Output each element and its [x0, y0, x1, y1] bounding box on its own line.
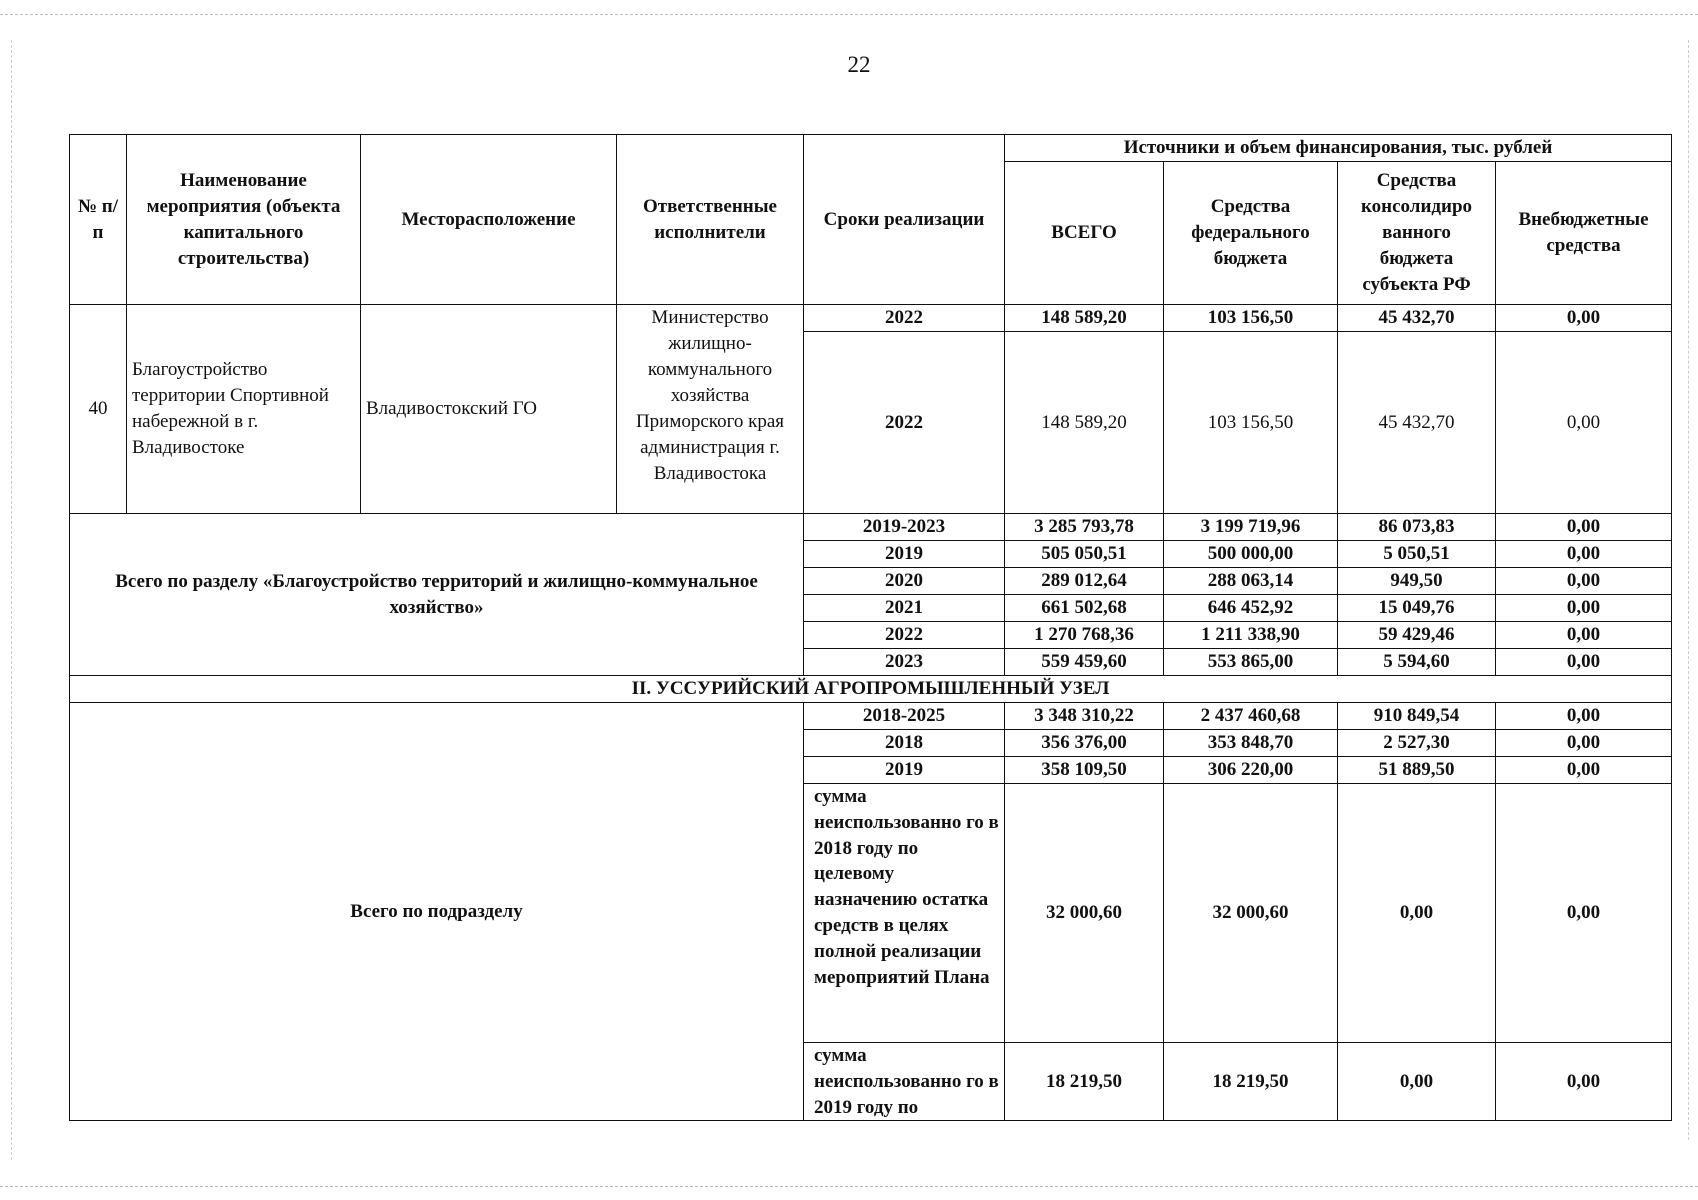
cell-extra: 0,00 [1496, 514, 1672, 541]
cell-federal: 3 199 719,96 [1164, 514, 1338, 541]
cell-regional: 910 849,54 [1338, 703, 1496, 730]
cell-federal: 288 063,14 [1164, 568, 1338, 595]
cell-extra: 0,00 [1496, 649, 1672, 676]
item-responsible: Министерство жилищно-коммунального хозяйства Приморского края администрация г. Владивостока [617, 305, 804, 514]
cell-federal: 306 220,00 [1164, 757, 1338, 784]
cell-total: 358 109,50 [1005, 757, 1164, 784]
header-num: № п/п [70, 135, 127, 305]
table-row [70, 514, 1672, 541]
cell-regional: 51 889,50 [1338, 757, 1496, 784]
cell-year: 2019 [804, 757, 1005, 784]
cell-year-note: сумма неиспользованно го в 2019 году по [804, 1043, 1005, 1121]
scan-edge-bottom [0, 1186, 1698, 1187]
header-location: Месторасположение [361, 135, 617, 305]
header-period: Сроки реализации [804, 135, 1005, 305]
page-number: 22 [847, 52, 871, 77]
cell-year: 2018 [804, 730, 1005, 757]
section-title: II. УССУРИЙСКИЙ АГРОПРОМЫШЛЕННЫЙ УЗЕЛ [70, 676, 1672, 703]
table-row [70, 305, 1672, 332]
cell-regional: 5 594,60 [1338, 649, 1496, 676]
scan-edge-left [11, 40, 12, 1160]
cell-extra: 0,00 [1496, 305, 1672, 332]
cell-extra: 0,00 [1496, 595, 1672, 622]
cell-year: 2022 [804, 622, 1005, 649]
cell-total: 505 050,51 [1005, 541, 1164, 568]
cell-federal: 103 156,50 [1164, 332, 1338, 514]
cell-federal: 103 156,50 [1164, 305, 1338, 332]
cell-total: 148 589,20 [1005, 332, 1164, 514]
header-responsible: Ответственные исполнители [617, 135, 804, 305]
cell-year: 2019-2023 [804, 514, 1005, 541]
section-total-label: Всего по разделу «Благоустройство территорий и жилищно-коммунальное хозяйство» [70, 514, 804, 676]
cell-year: 2022 [804, 305, 1005, 332]
scan-edge-top [0, 14, 1698, 15]
cell-extra: 0,00 [1496, 730, 1672, 757]
item-name: Благоустройство территории Спортивной набережной в г. Владивостоке [127, 305, 361, 514]
cell-federal: 1 211 338,90 [1164, 622, 1338, 649]
cell-regional: 0,00 [1338, 784, 1496, 1043]
cell-federal: 500 000,00 [1164, 541, 1338, 568]
cell-year-note: сумма неиспользованно го в 2018 году по целевому назначению остатка средств в целях полной реализации мероприятий Плана [804, 784, 1005, 1043]
cell-total: 3 285 793,78 [1005, 514, 1164, 541]
header-total: ВСЕГО [1005, 162, 1164, 305]
funding-table [69, 134, 1672, 1121]
cell-regional: 0,00 [1338, 1043, 1496, 1121]
header-federal: Средства федерального бюджета [1164, 162, 1338, 305]
cell-regional: 45 432,70 [1338, 305, 1496, 332]
header-extra: Внебюджетные средства [1496, 162, 1672, 305]
item-location: Владивостокский ГО [361, 305, 617, 514]
cell-regional: 949,50 [1338, 568, 1496, 595]
cell-regional: 2 527,30 [1338, 730, 1496, 757]
subsection-total-label: Всего по подразделу [70, 703, 804, 1121]
cell-total: 559 459,60 [1005, 649, 1164, 676]
cell-extra: 0,00 [1496, 541, 1672, 568]
cell-federal: 2 437 460,68 [1164, 703, 1338, 730]
cell-year: 2023 [804, 649, 1005, 676]
header-name: Наименование мероприятия (объекта капитального строительства) [127, 135, 361, 305]
cell-extra: 0,00 [1496, 1043, 1672, 1121]
cell-federal: 18 219,50 [1164, 1043, 1338, 1121]
cell-total: 3 348 310,22 [1005, 703, 1164, 730]
cell-extra: 0,00 [1496, 622, 1672, 649]
item-number: 40 [70, 305, 127, 514]
cell-regional: 5 050,51 [1338, 541, 1496, 568]
header-regional: Средства консолидиро ванного бюджета субъекта РФ [1338, 162, 1496, 305]
section-title-row [70, 676, 1672, 703]
table-row [70, 703, 1672, 730]
cell-year: 2022 [804, 332, 1005, 514]
cell-federal: 553 865,00 [1164, 649, 1338, 676]
cell-regional: 15 049,76 [1338, 595, 1496, 622]
cell-total: 148 589,20 [1005, 305, 1164, 332]
cell-total: 661 502,68 [1005, 595, 1164, 622]
cell-federal: 646 452,92 [1164, 595, 1338, 622]
header-row [70, 135, 1672, 162]
cell-year: 2018-2025 [804, 703, 1005, 730]
cell-extra: 0,00 [1496, 568, 1672, 595]
cell-extra: 0,00 [1496, 784, 1672, 1043]
cell-year: 2019 [804, 541, 1005, 568]
cell-total: 1 270 768,36 [1005, 622, 1164, 649]
cell-extra: 0,00 [1496, 703, 1672, 730]
cell-total: 289 012,64 [1005, 568, 1164, 595]
cell-year: 2020 [804, 568, 1005, 595]
header-funding: Источники и объем финансирования, тыс. рублей [1005, 135, 1672, 162]
cell-federal: 353 848,70 [1164, 730, 1338, 757]
cell-regional: 86 073,83 [1338, 514, 1496, 541]
cell-regional: 59 429,46 [1338, 622, 1496, 649]
cell-total: 32 000,60 [1005, 784, 1164, 1043]
cell-extra: 0,00 [1496, 757, 1672, 784]
scan-edge-right [1688, 40, 1689, 1140]
cell-extra: 0,00 [1496, 332, 1672, 514]
cell-regional: 45 432,70 [1338, 332, 1496, 514]
cell-total: 356 376,00 [1005, 730, 1164, 757]
cell-total: 18 219,50 [1005, 1043, 1164, 1121]
cell-year: 2021 [804, 595, 1005, 622]
cell-federal: 32 000,60 [1164, 784, 1338, 1043]
